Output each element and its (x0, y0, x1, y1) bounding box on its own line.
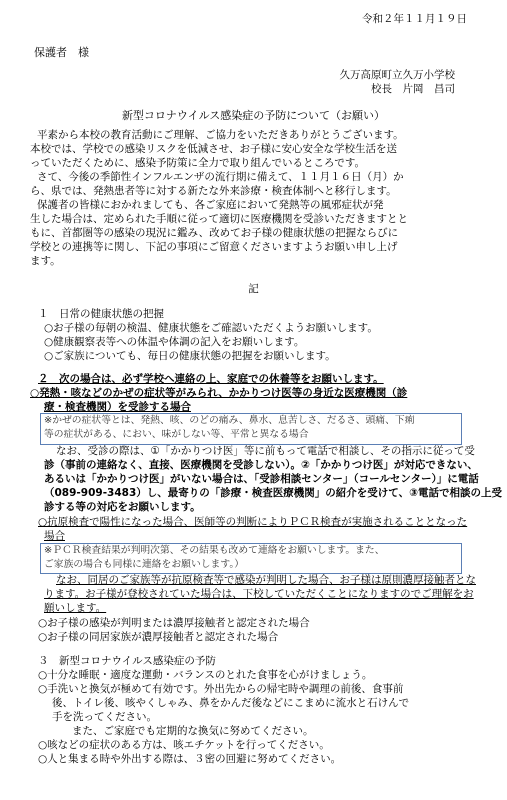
pcr-note-line: ご家族の場合も同様に連絡をお願いします。） (44, 559, 245, 570)
section2-heading-text: ２ 次の場合は、必ず学校へ連絡の上、家庭での休養等をお願いします。 (38, 373, 384, 385)
intro-line: ます。 (30, 255, 61, 267)
section2-item4: ○お子様の同居家族が濃厚接触者と認定された場合 (38, 631, 279, 643)
section2-item1-line: ○発熱・咳などのかぜの症状等がみられ、かかりつけ医等の身近な医療機関（診 (30, 387, 408, 399)
school-name: 久万高原町立久万小学校 (339, 69, 455, 81)
consult-paragraph-line: 診（事前の連絡なく、直接、医療機関を受診しない）。②「かかりつけ医」が対応できない、 (44, 459, 478, 471)
section3-line: ○手洗いと換気が極めて有効です。外出先からの帰宅時や調理の前後、食事前 (38, 683, 404, 695)
section2-item3: ○お子様の感染が判明または濃厚接触者と認定された場合 (38, 617, 310, 629)
section3-line: また、ご家庭でも定期的な換気に努めてください。 (72, 725, 314, 737)
family-paragraph-line: なお、同居のご家族等が抗原検査等で感染が判明した場合、お子様は原則濃厚接触者とな (56, 574, 476, 586)
family-paragraph-line: 願いします。 (44, 602, 107, 614)
section1-item: ○健康観察表等への体温や体調の記入をお願いします。 (44, 336, 305, 348)
intro-line: 本校では、学校での感染リスクを低減させ、お子様に安心安全な学校生活を送 (30, 143, 397, 155)
section3-line: ○人と集まる時や外出する際は、３密の回避に努めてください。 (38, 753, 342, 765)
section2-item2-line: 場合 (44, 530, 65, 542)
section1-heading: １ 日常の健康状態の把握 (38, 308, 164, 320)
section3-line: 後、トイレ後、咳やくしゃみ、鼻をかんだ後などにこまめに流水と石けんで (52, 697, 410, 709)
consult-paragraph-line: あるいは「かかりつけ医」がいない場合は、「受診相談センター」（コールセンター）」に電話 (44, 473, 479, 485)
section3-line: ○咳などの症状のある方は、咳エチケットを行ってください。 (38, 739, 330, 751)
section2-item1-line: 療・検査機関）を受診する場合 (44, 401, 191, 413)
consult-paragraph-line: なお、受診の際は、①「かかりつけ医」等に前もって電話で相談し、その指示に従って受 (56, 445, 475, 457)
document-date: 令和２年１１月１９日 (362, 13, 467, 25)
section2-heading (38, 372, 384, 386)
section2-item2-line: ○抗原検査で陽性になった場合、医師等の判断によりＰＣＲ検査が実施されることとなった (38, 516, 468, 528)
section1-item: ○お子様の毎朝の検温、健康状態をご確認いただくようお願いします。 (44, 322, 378, 334)
section3-line: 手を洗ってください。 (52, 711, 157, 723)
intro-line: 生した場合は、定められた手順に従って適切に医療機関を受診いただきますとと (30, 213, 408, 225)
pcr-note-line: ※ＰＣＲ検査結果が判明次第、その結果も改めて連絡をお願いします。また、 (44, 545, 385, 556)
consult-paragraph-line: （089-909-3483）し、最寄りの「診療・検査医療機関」の紹介を受けて、③電話で相談の上受 (44, 487, 502, 499)
ki-heading: 記 (248, 283, 259, 295)
intro-line: さて、今後の季節性インフルエンザの流行期に備えて、１１月１６日（月）か (37, 171, 404, 183)
section3-line: ○十分な睡眠・適度な運動・バランスのとれた食事を心がけましょう。 (38, 669, 373, 681)
intro-line: もに、首都圏等の感染の現況に鑑み、改めてお子様の健康状態の把握ならびに (30, 227, 399, 239)
section1-item: ○ご家族についても、毎日の健康状態の把握をお願いします。 (44, 350, 336, 362)
intro-line: 保護者の皆様におかれましても、各ご家庭において発熱等の風邪症状が発 (37, 199, 384, 211)
symptom-note-line: ※かぜの症状等とは、発熱、咳、のどの痛み、鼻水、息苦しさ、だるさ、頭痛、下痢 (44, 415, 415, 426)
intro-line: ら、県では、発熱患者等に対する新たな外来診療・検査体制へと移行します。 (30, 185, 397, 197)
family-paragraph-line: ります。お子様が登校されていた場合は、下校していただくことになりますのでご理解をお (44, 588, 474, 600)
section3-heading: ３ 新型コロナウイルス感染症の予防 (38, 655, 216, 667)
principal-name: 校長 片岡 昌司 (371, 83, 455, 95)
recipient: 保護者 様 (34, 46, 89, 59)
intro-line: 学校との連携等に関し、下記の事項にご留意くださいますようお願い申し上げ (30, 241, 398, 253)
consult-paragraph-line: 診する等の対応をお願いします。 (44, 501, 201, 513)
intro-line: 平素から本校の教育活動にご理解、ご協力をいただきありがとうございます。 (37, 129, 404, 141)
document-title: 新型コロナウイルス感染症の予防について（お願い） (121, 109, 386, 122)
symptom-note-line: 等の症状がある、におい、味がしない等、平常と異なる場合 (44, 429, 309, 440)
intro-line: っていただくために、感染予防策に全力で取り組んでいるところです。 (30, 157, 366, 169)
